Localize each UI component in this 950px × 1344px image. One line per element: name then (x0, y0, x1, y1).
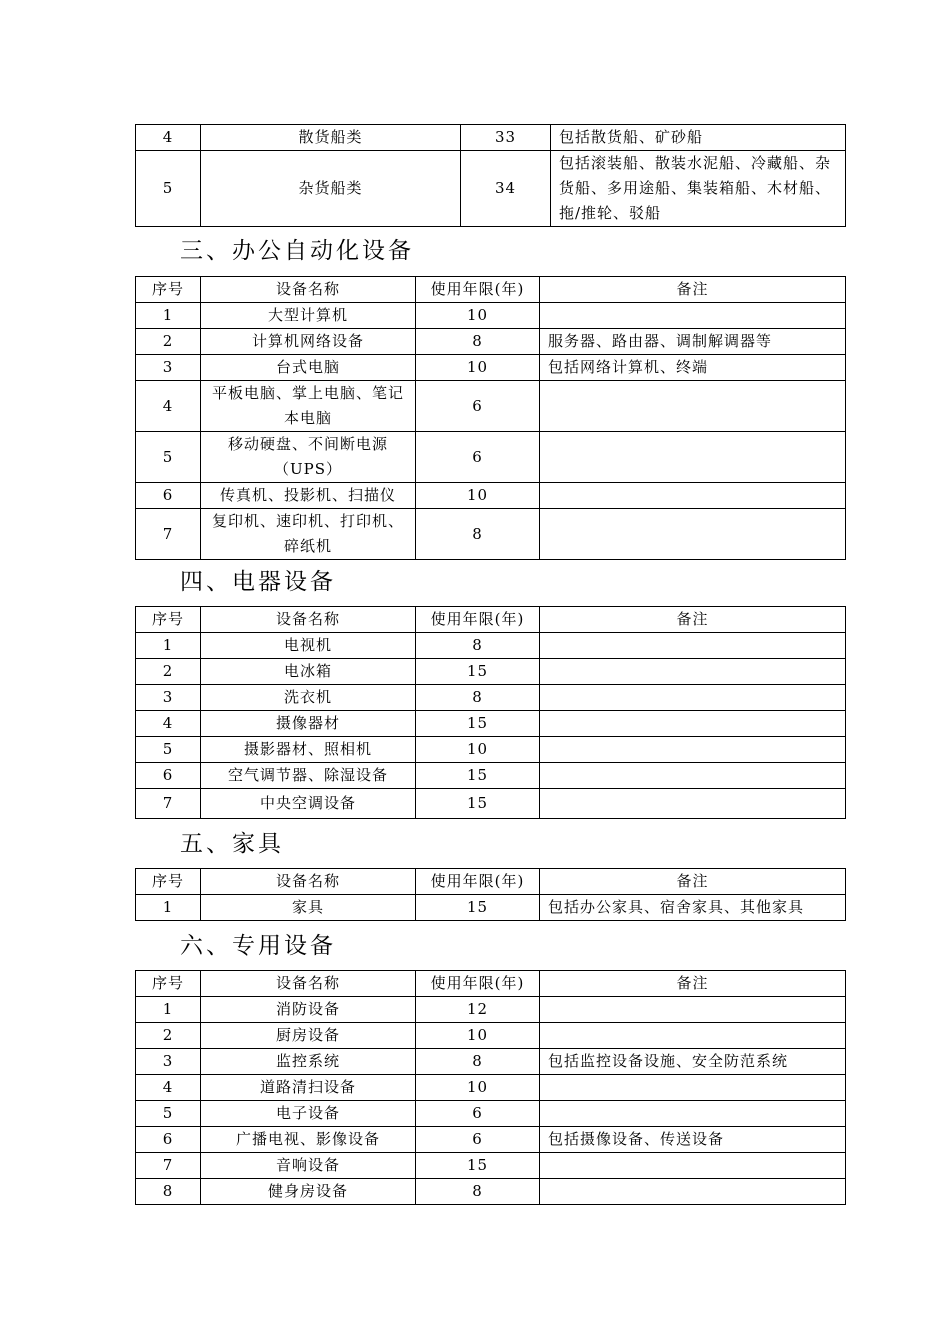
cell-name: 计算机网络设备 (201, 329, 416, 355)
office-equipment-table (135, 276, 846, 560)
cell-name: 家具 (201, 895, 416, 921)
cell-no: 1 (136, 997, 201, 1023)
cell-name: 健身房设备 (201, 1179, 416, 1205)
cell-note: 包括散货船、矿砂船 (551, 125, 846, 151)
cell-no: 5 (136, 151, 201, 227)
cell-note (540, 685, 846, 711)
cell-years: 8 (416, 1049, 540, 1075)
cell-no: 7 (136, 509, 201, 560)
table-row (136, 659, 846, 685)
cell-no: 4 (136, 381, 201, 432)
cell-years: 15 (416, 711, 540, 737)
header-note: 备注 (540, 869, 846, 895)
cell-note: 包括滚装船、散装水泥船、冷藏船、杂货船、多用途船、集装箱船、木材船、拖/推轮、驳船 (551, 151, 846, 227)
cell-years: 10 (416, 355, 540, 381)
cell-name: 消防设备 (201, 997, 416, 1023)
cell-name: 空气调节器、除湿设备 (201, 763, 416, 789)
ship-table (135, 124, 846, 227)
cell-years: 6 (416, 1127, 540, 1153)
section-heading: 六、专用设备 (180, 933, 336, 959)
header-years: 使用年限(年) (416, 869, 540, 895)
table-row (136, 1153, 846, 1179)
header-years: 使用年限(年) (416, 277, 540, 303)
cell-years: 8 (416, 633, 540, 659)
cell-name: 摄像器材 (201, 711, 416, 737)
cell-no: 6 (136, 1127, 201, 1153)
table-row (136, 1049, 846, 1075)
cell-years: 10 (416, 1023, 540, 1049)
cell-no: 3 (136, 685, 201, 711)
cell-years: 6 (416, 1101, 540, 1127)
cell-note: 包括监控设备设施、安全防范系统 (540, 1049, 846, 1075)
cell-no: 6 (136, 763, 201, 789)
cell-years: 8 (416, 1179, 540, 1205)
cell-years: 6 (416, 381, 540, 432)
cell-name: 大型计算机 (201, 303, 416, 329)
cell-no: 5 (136, 432, 201, 483)
table-row (136, 432, 846, 483)
cell-note (540, 483, 846, 509)
header-no: 序号 (136, 607, 201, 633)
cell-note (540, 659, 846, 685)
cell-note (540, 1023, 846, 1049)
header-no: 序号 (136, 971, 201, 997)
cell-note: 包括摄像设备、传送设备 (540, 1127, 846, 1153)
cell-no: 4 (136, 125, 201, 151)
cell-no: 7 (136, 1153, 201, 1179)
cell-no: 2 (136, 1023, 201, 1049)
cell-note: 服务器、路由器、调制解调器等 (540, 329, 846, 355)
cell-years: 12 (416, 997, 540, 1023)
table-header-row (136, 971, 846, 997)
cell-note (540, 1179, 846, 1205)
cell-no: 4 (136, 1075, 201, 1101)
cell-years: 8 (416, 329, 540, 355)
header-note: 备注 (540, 607, 846, 633)
table-row (136, 1075, 846, 1101)
cell-no: 3 (136, 355, 201, 381)
section-heading: 五、家具 (180, 831, 284, 857)
special-equipment-table (135, 970, 846, 1205)
cell-no: 3 (136, 1049, 201, 1075)
table-row (136, 711, 846, 737)
table-row (136, 1023, 846, 1049)
header-years: 使用年限(年) (416, 607, 540, 633)
header-no: 序号 (136, 869, 201, 895)
cell-years: 10 (416, 737, 540, 763)
cell-years: 10 (416, 303, 540, 329)
table-row (136, 303, 846, 329)
cell-note (540, 737, 846, 763)
cell-no: 2 (136, 329, 201, 355)
cell-note (540, 711, 846, 737)
cell-note (540, 1075, 846, 1101)
cell-years: 15 (416, 763, 540, 789)
header-name: 设备名称 (201, 971, 416, 997)
table-header-row (136, 277, 846, 303)
cell-note (540, 789, 846, 819)
section-heading: 三、办公自动化设备 (180, 238, 414, 264)
cell-no: 1 (136, 895, 201, 921)
cell-note: 包括网络计算机、终端 (540, 355, 846, 381)
cell-no: 5 (136, 1101, 201, 1127)
table-row (136, 355, 846, 381)
cell-no: 1 (136, 633, 201, 659)
cell-no: 6 (136, 483, 201, 509)
cell-no: 1 (136, 303, 201, 329)
table-row (136, 381, 846, 432)
cell-name: 复印机、速印机、打印机、碎纸机 (201, 509, 416, 560)
cell-no: 5 (136, 737, 201, 763)
cell-note (540, 303, 846, 329)
table-row (136, 737, 846, 763)
table-row (136, 125, 846, 151)
cell-note (540, 381, 846, 432)
cell-name: 广播电视、影像设备 (201, 1127, 416, 1153)
cell-no: 7 (136, 789, 201, 819)
cell-name: 传真机、投影机、扫描仪 (201, 483, 416, 509)
cell-name: 音响设备 (201, 1153, 416, 1179)
cell-note (540, 763, 846, 789)
furniture-table (135, 868, 846, 921)
cell-name: 散货船类 (201, 125, 461, 151)
cell-note (540, 509, 846, 560)
table-row (136, 1101, 846, 1127)
header-name: 设备名称 (201, 869, 416, 895)
cell-name: 摄影器材、照相机 (201, 737, 416, 763)
cell-years: 10 (416, 1075, 540, 1101)
cell-name: 洗衣机 (201, 685, 416, 711)
table-row (136, 895, 846, 921)
header-note: 备注 (540, 277, 846, 303)
cell-years: 6 (416, 432, 540, 483)
cell-name: 台式电脑 (201, 355, 416, 381)
cell-name: 电冰箱 (201, 659, 416, 685)
cell-name: 中央空调设备 (201, 789, 416, 819)
header-name: 设备名称 (201, 277, 416, 303)
cell-note (540, 1153, 846, 1179)
cell-years: 15 (416, 1153, 540, 1179)
cell-note (540, 1101, 846, 1127)
header-name: 设备名称 (201, 607, 416, 633)
cell-note (540, 997, 846, 1023)
table-row (136, 329, 846, 355)
cell-name: 电视机 (201, 633, 416, 659)
cell-years: 8 (416, 509, 540, 560)
cell-years: 33 (461, 125, 551, 151)
cell-note (540, 432, 846, 483)
table-header-row (136, 869, 846, 895)
header-no: 序号 (136, 277, 201, 303)
table-row (136, 1127, 846, 1153)
cell-name: 厨房设备 (201, 1023, 416, 1049)
table-row (136, 151, 846, 227)
cell-note (540, 633, 846, 659)
cell-years: 8 (416, 685, 540, 711)
table-row (136, 509, 846, 560)
header-years: 使用年限(年) (416, 971, 540, 997)
cell-name: 监控系统 (201, 1049, 416, 1075)
cell-years: 34 (461, 151, 551, 227)
cell-years: 15 (416, 895, 540, 921)
header-note: 备注 (540, 971, 846, 997)
cell-years: 15 (416, 659, 540, 685)
cell-years: 10 (416, 483, 540, 509)
table-row (136, 685, 846, 711)
cell-no: 4 (136, 711, 201, 737)
table-row (136, 789, 846, 819)
cell-years: 15 (416, 789, 540, 819)
cell-no: 8 (136, 1179, 201, 1205)
section-heading: 四、电器设备 (180, 569, 336, 595)
table-row (136, 633, 846, 659)
cell-no: 2 (136, 659, 201, 685)
table-header-row (136, 607, 846, 633)
cell-name: 平板电脑、掌上电脑、笔记本电脑 (201, 381, 416, 432)
cell-name: 移动硬盘、不间断电源（UPS） (201, 432, 416, 483)
table-row (136, 763, 846, 789)
cell-name: 道路清扫设备 (201, 1075, 416, 1101)
cell-name: 电子设备 (201, 1101, 416, 1127)
table-row (136, 997, 846, 1023)
cell-note: 包括办公家具、宿舍家具、其他家具 (540, 895, 846, 921)
electrical-equipment-table (135, 606, 846, 819)
table-row (136, 1179, 846, 1205)
cell-name: 杂货船类 (201, 151, 461, 227)
table-row (136, 483, 846, 509)
